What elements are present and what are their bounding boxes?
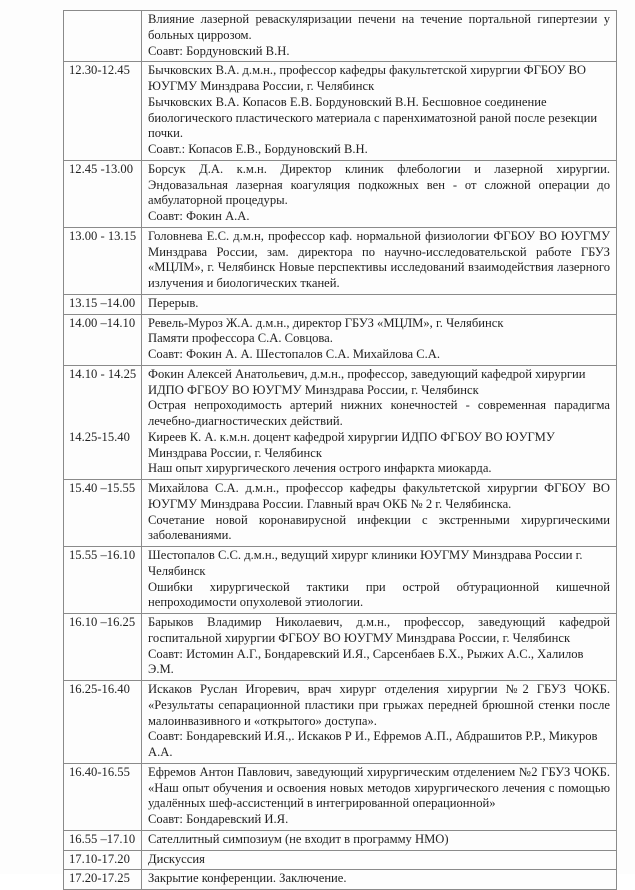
session-paragraph: Соавт: Бондаревский И.Я. (148, 812, 289, 826)
session-paragraph: Соавт: Бондаревский И.Я.,. Искаков Р И., Ефремов А.П., Абдрашитов Р.Р., Микуров А.А. (148, 729, 598, 759)
session-cell (142, 831, 616, 850)
session-cell (142, 547, 616, 613)
session-cell (142, 62, 616, 160)
time-cell (64, 547, 142, 613)
time-cell (64, 161, 142, 227)
session-cell (142, 681, 616, 763)
time-slot: 16.55 –17.10 (69, 831, 136, 846)
session-paragraph: Сателлитный симпозиум (не входит в программу НМО) (148, 831, 449, 846)
schedule-row (64, 365, 616, 479)
time-cell (64, 870, 142, 889)
schedule-row (64, 850, 616, 870)
schedule-row (64, 61, 616, 160)
session-cell (142, 480, 616, 546)
time-slot: 13.00 - 13.15 (69, 228, 137, 243)
session-paragraph: Влияние лазерной реваскуляризации печени на течение портальной гипертезии у больных циррозом. (148, 12, 610, 42)
session-paragraph: Киреев К. А. к.м.н. доцент кафедрой хирургии ИДПО ФГБОУ ВО ЮУГМУ Минздрава России, г. Челябинск (148, 429, 555, 460)
schedule-row (64, 763, 616, 830)
session-paragraph: Закрытие конференции. Заключение. (148, 871, 347, 886)
schedule-row (64, 830, 616, 850)
session-cell (142, 11, 616, 61)
time-cell (64, 62, 142, 160)
schedule-row (64, 869, 616, 889)
session-cell (142, 870, 616, 889)
time-cell (64, 295, 142, 314)
time-slot: 15.55 –16.10 (69, 548, 136, 562)
time-slot: 17.10-17.20 (69, 851, 130, 866)
time-cell (64, 851, 142, 870)
session-paragraph: Наш опыт хирургического лечения острого инфаркта миокарда. (148, 461, 492, 476)
session-cell (142, 614, 616, 680)
time-slot: 14.25-15.40 (69, 429, 130, 444)
session-paragraph: Шестопалов С.С. д.м.н., ведущий хирург клиники ЮУГМУ Минздрава России г. Челябинск (148, 548, 583, 578)
session-cell (142, 851, 616, 870)
session-paragraph: Искаков Руслан Игоревич, врач хирург отделения хирургии №2 ГБУЗ ЧОКБ. «Результаты сепарационной пластики при грыжах передней брюшной стенки после малоинвазивного и «открытого» доступа». (148, 682, 610, 728)
session-cell (142, 161, 616, 227)
time-cell (64, 831, 142, 850)
session-paragraph: Ошибки хирургической тактики при острой обтурационной кишечной непроходимости опухолевой этиологии. (148, 579, 610, 610)
session-paragraph: Соавт.: Копасов Е.В., Бордуновский В.Н. (148, 142, 368, 156)
session-paragraph: Соавт: Бордуновский В.Н. (148, 43, 290, 58)
session-paragraph: Бычковских В.А. д.м.н., профессор кафедры факультетской хирургии ФГБОУ ВО ЮУГМУ Минздрава России, г. Челябинск (148, 63, 586, 93)
session-paragraph: Дискуссия (148, 851, 205, 866)
time-slot: 14.00 –14.10 (69, 315, 136, 330)
session-paragraph: Бычковских В.А. Копасов Е.В. Бордуновский В.Н. Бесшовное соединение биологического пластического материала с паренхиматозной раной после резекции почки. (148, 94, 598, 141)
time-slot: 14.10 - 14.25 (69, 366, 137, 381)
time-cell (64, 614, 142, 680)
session-cell (142, 315, 616, 365)
time-slot: 17.20-17.25 (69, 871, 130, 886)
schedule-row (64, 294, 616, 314)
time-cell (64, 11, 142, 61)
schedule-row (64, 546, 616, 613)
schedule-row (64, 680, 616, 763)
session-paragraph: Ефремов Антон Павлович, заведующий хирургическим отделением №2 ГБУЗ ЧОКБ. «Наш опыт обучения и освоения новых методов хирургического лечения с помощью удалённых шеф-ассистенций в интегрированной операционной» (148, 764, 610, 811)
session-cell (142, 295, 616, 314)
time-slot: 16.25-16.40 (69, 682, 130, 696)
time-cell (64, 228, 142, 294)
session-paragraph: Соавт: Фокин А.А. (148, 209, 250, 223)
time-cell (64, 764, 142, 830)
session-cell (142, 228, 616, 294)
session-paragraph: Головнева Е.С. д.м.н, профессор каф. нормальной физиологии ФГБОУ ВО ЮУГМУ Минздрава России, зам. директора по научно-исследовательской работе ГБУЗ «МЦЛМ», г. Челябинск Новые перспективы исследований взаимодействия лазерного излучения и биологических тканей. (148, 228, 610, 290)
session-paragraph: Барыков Владимир Николаевич, д.м.н., профессор, заведующий кафедрой госпитальной хирургии ФГБОУ ВО ЮУГМУ Минздрава России, г. Челябинск (148, 615, 610, 645)
session-paragraph: Перерыв. (148, 295, 199, 310)
time-slot: 16.10 –16.25 (69, 615, 136, 629)
session-paragraph: Памяти профессора С.А. Совцова. (148, 331, 333, 346)
session-paragraph: Сочетание новой коронавирусной инфекции с экстренными хирургическими заболеваниями. (148, 512, 610, 543)
time-slot: 16.40-16.55 (69, 764, 130, 779)
session-paragraph: Соавт: Истомин А.Г., Бондаревский И.Я., Сарсенбаев Б.Х., Рыжих А.С., Халилов Э.М. (148, 646, 584, 677)
session-cell (142, 366, 616, 479)
time-slot: 13.15 –14.00 (69, 295, 136, 310)
time-cell (64, 315, 142, 365)
time-slot: 12.30-12.45 (69, 63, 130, 78)
schedule-row (64, 479, 616, 546)
session-paragraph: Михайлова С.А. д.м.н., профессор кафедры факультетской хирургии ФГБОУ ВО ЮУГМУ Минздрава России. Главный врач ОКБ № 2 г. Челябинска. (148, 481, 610, 511)
session-paragraph: Соавт: Фокин А. А. Шестопалов С.А. Михайлова С.А. (148, 347, 441, 361)
session-paragraph: Борсук Д.А. к.м.н. Директор клиник флебологии и лазерной хирургии. Эндовазальная лазерная коагуляция подкожных вен - от сложной операции до амбулаторной процедуры. (148, 161, 610, 208)
session-paragraph: Ревель-Муроз Ж.А. д.м.н., директор ГБУЗ «МЦЛМ», г. Челябинск (148, 315, 504, 330)
schedule-row (64, 227, 616, 294)
schedule-row (64, 613, 616, 680)
session-paragraph: Острая непроходимость артерий нижних конечностей - современная парадигма лечебно-диагностических действий. (148, 398, 610, 428)
schedule-row (64, 11, 616, 61)
schedule-table (63, 10, 617, 890)
schedule-row (64, 314, 616, 365)
time-cell (64, 480, 142, 546)
time-cell (64, 681, 142, 763)
schedule-row (64, 160, 616, 227)
time-slot: 12.45 -13.00 (69, 161, 134, 176)
session-paragraph: Фокин Алексей Анатольевич, д.м.н., профессор, заведующий кафедрой хирургии ИДПО ФГБОУ ВО ЮУГМУ Минздрава России, г. Челябинск (148, 366, 586, 397)
time-cell (64, 366, 142, 479)
session-cell (142, 764, 616, 830)
time-slot: 15.40 –15.55 (69, 481, 136, 495)
